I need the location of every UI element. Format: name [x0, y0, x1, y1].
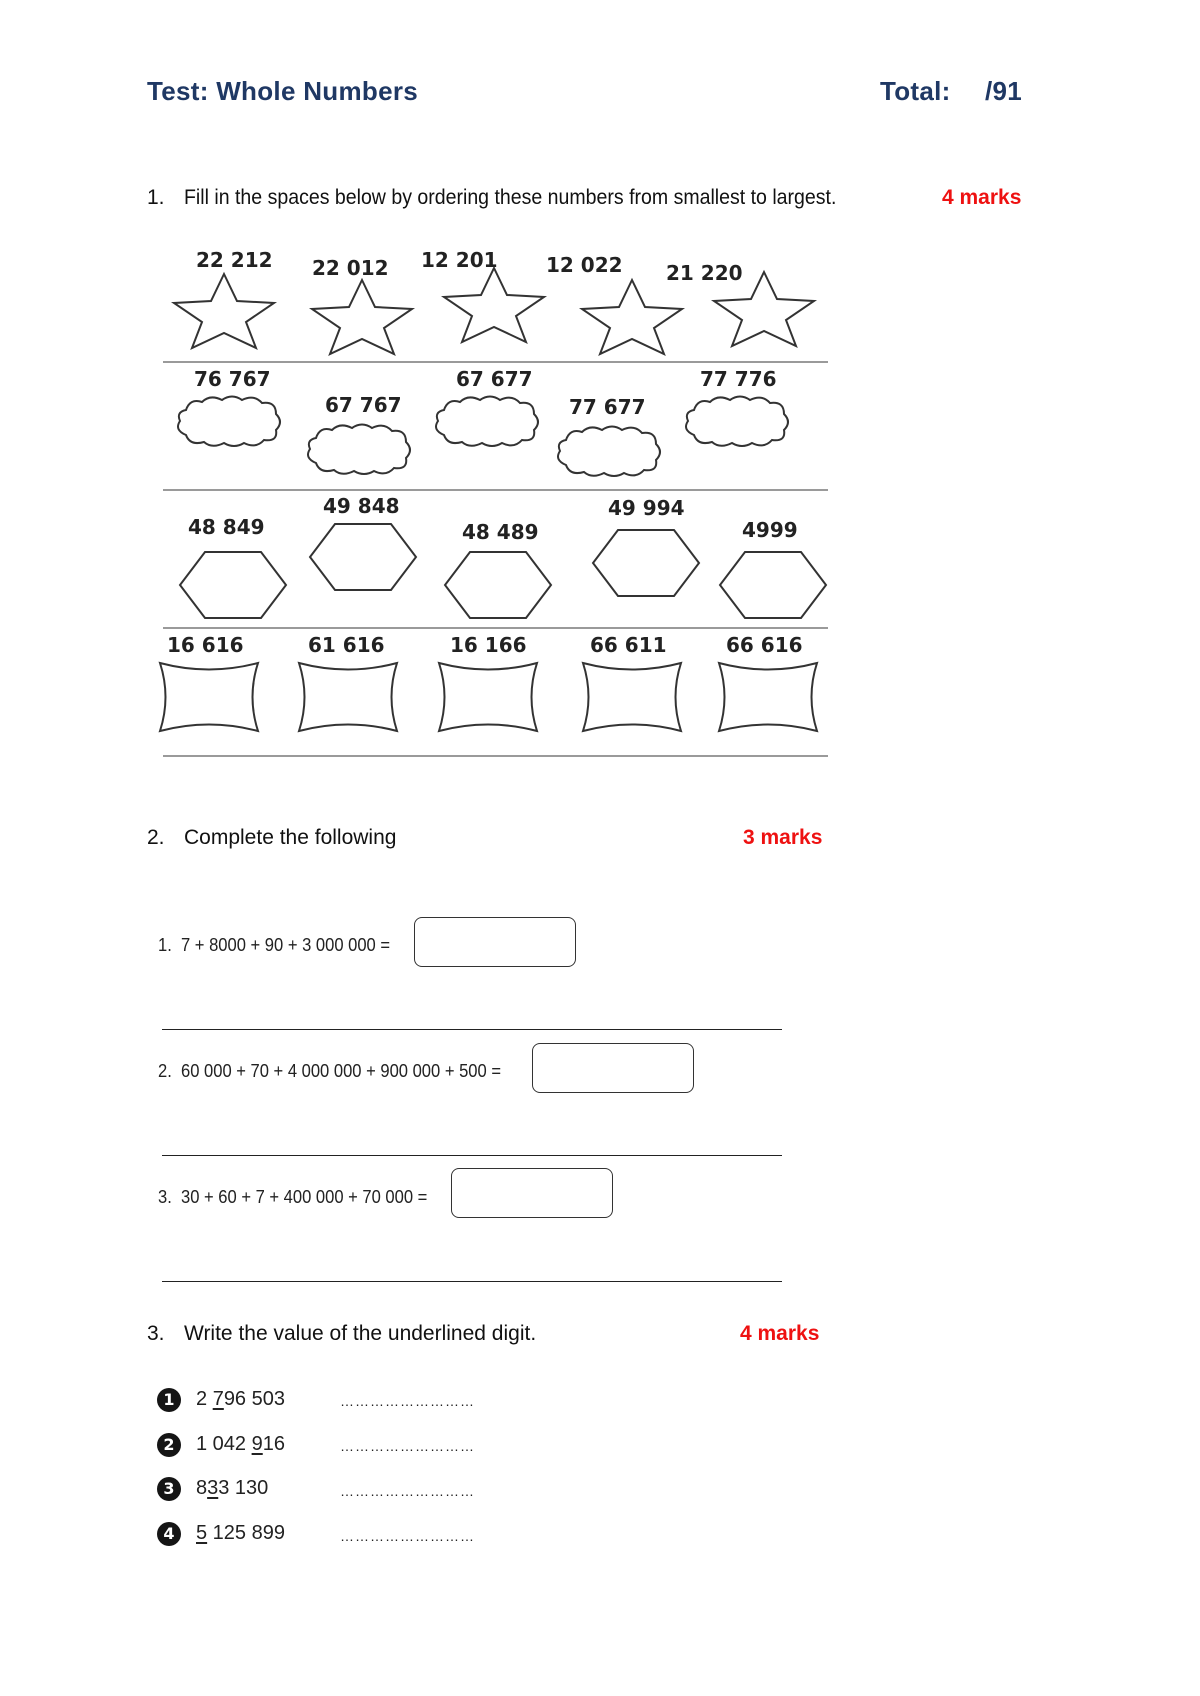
hexagon-icon[interactable]	[443, 550, 553, 620]
q2-answer-box-1[interactable]	[414, 917, 576, 967]
q3-number-2: 1 042 916	[196, 1433, 285, 1455]
row1-number-3: 12 201	[421, 248, 498, 272]
cloud-icon[interactable]	[680, 392, 792, 450]
cloud-icon[interactable]	[172, 392, 284, 450]
q3-answer-line-2[interactable]: ………………………	[340, 1438, 475, 1454]
q2-item-1-expression: 7 + 8000 + 90 + 3 000 000 =	[181, 935, 391, 955]
row4-number-4: 66 611	[590, 633, 667, 657]
row1-number-1: 22 212	[196, 248, 273, 272]
q2-answer-line-1[interactable]	[162, 1029, 782, 1030]
row2-number-3: 67 677	[456, 367, 533, 391]
cloud-icon[interactable]	[430, 392, 542, 450]
q3-number-4: 5 125 899	[196, 1522, 285, 1544]
star-icon[interactable]	[170, 272, 278, 350]
pillow-icon[interactable]	[157, 660, 261, 734]
q2-text: Complete the following	[184, 826, 397, 849]
row4-number-3: 16 166	[450, 633, 527, 657]
star-icon[interactable]	[578, 278, 686, 356]
q2-answer-box-2[interactable]	[532, 1043, 694, 1093]
row4-number-2: 61 616	[308, 633, 385, 657]
q1-number: 1.	[147, 186, 165, 209]
q3-answer-line-4[interactable]: ………………………	[340, 1528, 475, 1544]
row4-number-5: 66 616	[726, 633, 803, 657]
row-divider	[163, 755, 828, 757]
cloud-icon[interactable]	[302, 420, 414, 478]
row3-number-2: 49 848	[323, 494, 400, 518]
hexagon-icon[interactable]	[308, 522, 418, 592]
q2-item-1-label: 1.	[158, 935, 172, 955]
row-divider	[163, 627, 828, 629]
q1-marks: 4 marks	[942, 186, 1022, 209]
q3-badge-4: 4	[157, 1522, 181, 1546]
hexagon-icon[interactable]	[591, 528, 701, 598]
cloud-icon[interactable]	[552, 422, 664, 480]
q2-answer-box-3[interactable]	[451, 1168, 613, 1218]
hexagon-icon[interactable]	[718, 550, 828, 620]
q3-badge-3: 3	[157, 1477, 181, 1501]
q3-answer-line-1[interactable]: ………………………	[340, 1393, 475, 1409]
row-divider	[163, 489, 828, 491]
q3-badge-2: 2	[157, 1433, 181, 1457]
q3-marks: 4 marks	[740, 1322, 820, 1345]
star-icon[interactable]	[440, 266, 548, 344]
q2-answer-line-3[interactable]	[162, 1281, 782, 1282]
underlined-digit: 5	[196, 1522, 208, 1544]
q2-item-3-expression: 30 + 60 + 7 + 400 000 + 70 000 =	[181, 1187, 428, 1207]
row1-number-4: 12 022	[546, 253, 623, 277]
underlined-digit: 7	[212, 1388, 224, 1410]
star-icon[interactable]	[710, 270, 818, 348]
hexagon-icon[interactable]	[178, 550, 288, 620]
pillow-icon[interactable]	[296, 660, 400, 734]
q3-number-3: 833 130	[196, 1477, 269, 1499]
total-value: /91	[985, 76, 1023, 106]
q2-answer-line-2[interactable]	[162, 1155, 782, 1156]
page-title: Test: Whole Numbers	[147, 76, 419, 106]
row3-number-4: 49 994	[608, 496, 685, 520]
underlined-digit: 3	[207, 1477, 219, 1499]
row3-number-3: 48 489	[462, 520, 539, 544]
q3-number: 3.	[147, 1322, 165, 1345]
q2-item-3-label: 3.	[158, 1187, 172, 1207]
pillow-icon[interactable]	[716, 660, 820, 734]
q3-number-1: 2 796 503	[196, 1388, 285, 1410]
row2-number-5: 77 776	[700, 367, 777, 391]
pillow-icon[interactable]	[436, 660, 540, 734]
total-label: Total:	[880, 76, 951, 106]
q2-number: 2.	[147, 826, 165, 849]
row3-number-1: 48 849	[188, 515, 265, 539]
row-divider	[163, 361, 828, 363]
q1-text: Fill in the spaces below by ordering these numbers from smallest to largest.	[184, 186, 837, 209]
q3-badge-1: 1	[157, 1388, 181, 1412]
row4-number-1: 16 616	[167, 633, 244, 657]
q2-marks: 3 marks	[743, 826, 823, 849]
row1-number-5: 21 220	[666, 261, 743, 285]
q2-item-2-label: 2.	[158, 1061, 172, 1081]
row2-number-4: 77 677	[569, 395, 646, 419]
pillow-icon[interactable]	[580, 660, 684, 734]
q3-answer-line-3[interactable]: ………………………	[340, 1483, 475, 1499]
row3-number-5: 4999	[742, 518, 798, 542]
star-icon[interactable]	[308, 278, 416, 356]
row2-number-2: 67 767	[325, 393, 402, 417]
row1-number-2: 22 012	[312, 256, 389, 280]
q3-text: Write the value of the underlined digit.	[184, 1322, 537, 1345]
underlined-digit: 9	[251, 1433, 263, 1455]
row2-number-1: 76 767	[194, 367, 271, 391]
q2-item-2-expression: 60 000 + 70 + 4 000 000 + 900 000 + 500 =	[181, 1061, 502, 1081]
